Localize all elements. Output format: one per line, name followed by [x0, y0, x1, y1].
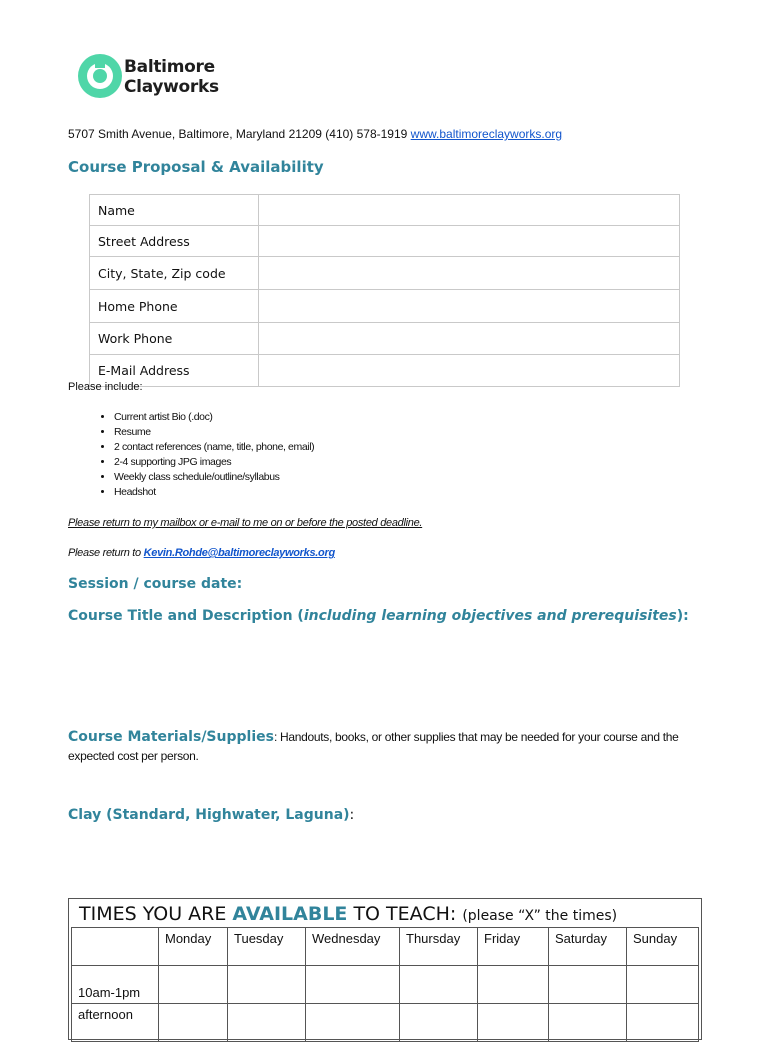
corner-cell	[72, 928, 159, 966]
day-saturday: Saturday	[549, 928, 627, 966]
materials-paragraph	[68, 728, 698, 766]
include-label: Please include:	[68, 381, 143, 393]
label-name: Name	[90, 195, 259, 226]
course-title-post: ):	[676, 608, 689, 624]
slot-cell[interactable]	[159, 966, 228, 1004]
list-item: • 2 contact references (name, title, phone, email)	[114, 440, 314, 455]
course-title-pre: Course Title and Description (	[68, 608, 304, 624]
availability-box	[68, 898, 702, 1040]
logo-line2: Clayworks	[124, 77, 219, 97]
return-email-link[interactable]: Kevin.Rohde@baltimoreclayworks.org	[143, 547, 335, 559]
availability-title-note: (please “X” the times)	[462, 908, 618, 924]
slot-cell[interactable]	[627, 1004, 699, 1042]
logo-line1: Baltimore	[124, 57, 215, 77]
course-title-italic: including learning objectives and prerequisites	[303, 608, 677, 624]
day-sunday: Sunday	[627, 928, 699, 966]
list-item: • 2-4 supporting JPG images	[114, 455, 314, 470]
course-title-heading	[68, 608, 689, 624]
slot-afternoon: afternoon	[72, 1004, 159, 1042]
name-field[interactable]	[259, 195, 680, 226]
slot-cell[interactable]	[400, 966, 478, 1004]
clay-heading-line	[68, 804, 354, 823]
slot-cell[interactable]	[549, 966, 627, 1004]
slot-cell[interactable]	[306, 966, 400, 1004]
slot-cell[interactable]	[306, 1004, 400, 1042]
slot-cell[interactable]	[400, 1004, 478, 1042]
slot-cell[interactable]	[627, 966, 699, 1004]
label-work-phone: Work Phone	[90, 323, 259, 355]
availability-title	[79, 903, 617, 925]
city-field[interactable]	[259, 257, 680, 290]
website-link[interactable]: www.baltimoreclayworks.org	[410, 127, 563, 141]
logo-icon	[78, 54, 122, 98]
label-street: Street Address	[90, 226, 259, 257]
email-field[interactable]	[259, 355, 680, 387]
session-heading: Session / course date:	[68, 576, 243, 592]
return-to-line	[68, 547, 335, 559]
slot-cell[interactable]	[478, 966, 549, 1004]
availability-table	[71, 927, 699, 1042]
list-item: • Weekly class schedule/outline/syllabus	[114, 470, 314, 485]
work-phone-field[interactable]	[259, 323, 680, 355]
label-email: E-Mail Address	[90, 355, 259, 387]
return-note: Please return to my mailbox or e-mail to me on or before the posted deadline.	[68, 517, 423, 529]
slot-morning: 10am-1pm	[72, 966, 159, 1004]
availability-title-post: TO TEACH:	[347, 903, 463, 925]
clay-heading: Clay (Standard, Highwater, Laguna)	[68, 807, 350, 823]
label-home-phone: Home Phone	[90, 290, 259, 323]
list-item: • Headshot	[114, 485, 314, 500]
day-monday: Monday	[159, 928, 228, 966]
day-friday: Friday	[478, 928, 549, 966]
slot-cell[interactable]	[228, 1004, 306, 1042]
return-to-label: Please return to	[68, 547, 144, 559]
include-list	[90, 410, 314, 500]
day-tuesday: Tuesday	[228, 928, 306, 966]
day-thursday: Thursday	[400, 928, 478, 966]
list-item: • Resume	[114, 425, 314, 440]
list-item: • Current artist Bio (.doc)	[114, 410, 314, 425]
materials-text: : Handouts, books, or other supplies that may be needed for your course and the expected cost per person.	[68, 730, 679, 763]
slot-cell[interactable]	[159, 1004, 228, 1042]
home-phone-field[interactable]	[259, 290, 680, 323]
address-text: 5707 Smith Avenue, Baltimore, Maryland 21209 (410) 578-1919	[68, 127, 411, 141]
page-title: Course Proposal & Availability	[68, 158, 324, 176]
label-city: City, State, Zip code	[90, 257, 259, 290]
availability-title-pre: TIMES YOU ARE	[79, 903, 233, 925]
clay-colon: :	[349, 807, 355, 823]
street-field[interactable]	[259, 226, 680, 257]
availability-title-available: AVAILABLE	[232, 903, 348, 925]
address-line	[68, 127, 562, 141]
baltimore-clayworks-logo	[76, 52, 226, 102]
materials-heading: Course Materials/Supplies	[68, 729, 274, 745]
slot-cell[interactable]	[228, 966, 306, 1004]
slot-cell[interactable]	[478, 1004, 549, 1042]
day-wednesday: Wednesday	[306, 928, 400, 966]
contact-info-table	[89, 194, 680, 387]
slot-cell[interactable]	[549, 1004, 627, 1042]
